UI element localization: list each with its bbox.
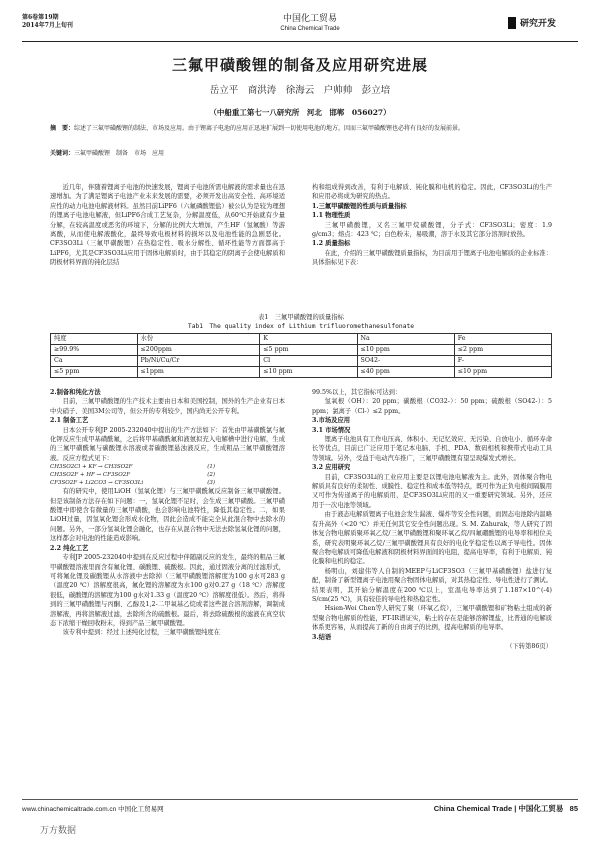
table-cell: 水份 <box>137 334 260 345</box>
table-cell: Cl <box>260 356 357 367</box>
section-name: 研究开发 <box>520 19 557 29</box>
applications-paragraph-4: Hsien-Wei Chen等人研究了聚（环氧乙烷），三氟甲磺酸锂和矿物粘土组成的新型聚合物电解质的性能，FT-IR谱证实，粘土的存在是能够溶解锂盐，比普通的电解质体系更容易，从而提高了新的自由离子的比例，提高电解质的电导率。 <box>312 605 552 632</box>
right-column-top <box>312 183 552 268</box>
equation-number: (2) <box>207 472 215 479</box>
section-block-icon <box>508 17 516 29</box>
table-row <box>51 334 552 345</box>
table-cell: ≤40 ppm <box>357 367 454 378</box>
purification-paragraph: 专利JP 2005-232040中提到在反应过程中伴随副反应的发生，最终的粗品三氟甲磺酸锂溶液里面含有氟化锂、碳酸锂、硫酸根。因此，通过固液分离的过滤形式，可将氟化锂及碳酸锂从水溶液中去除掉（三氟甲磺酸锂溶解度为100 g水可283 g（温度20 ℃）溶解度很高，氟化锂的溶解度为水100 g对0.27 g（18 ℃）溶解度很低，碳酸锂的溶解度为100 g水对1.33 g（温度20 ℃）溶解度很低）。然后，将得到的三氟甲磺酸锂与丙酮、乙醇及1,2-二甲氧基乙烷或者这些混合溶剂溶解，调制成溶解液，再将溶解液过滤，去除所含的硫酸根。最后，将去除硫酸根的滤液在真空状态下浓缩干燥回收粉末，得到产品三氟甲磺酸锂。 <box>50 554 285 627</box>
intro-continued: 构和组成得到改善，有利于电解质、钝化膜和电机的稳定。因此，CF3SO3Li的生产和应用必将成为研究的热点。 <box>312 184 552 201</box>
table-cell: ≤1ppm <box>137 367 260 378</box>
equation-number: (1) <box>207 464 215 471</box>
abstract-text: 综述了三氟甲磺酸锂的制法、市场及应用。由于锂离子电池的应用正迅速扩展到一切使用电池的地方，因而三氟甲磺酸锂也必将有良好的发展前景。 <box>74 125 465 132</box>
table-cell: ≤5 ppm <box>51 367 138 378</box>
heading-section-3: 3.市场及应用 <box>312 417 351 425</box>
table-row <box>51 345 552 356</box>
journal-name-cn: 中国化工贸易 <box>282 14 337 24</box>
keywords <box>50 149 550 158</box>
heading-section-2: 2.制备和纯化方法 <box>50 389 101 396</box>
page-footer <box>22 799 578 819</box>
heading-1-2: 1.2 质量指标 <box>312 240 351 248</box>
header-divider <box>22 41 578 42</box>
heading-conclusion: 3.结语 <box>312 633 332 641</box>
article-affiliation: （中船重工第七一八研究所 河北 邯郸 056027） <box>209 108 391 117</box>
table-cell: ≤2 ppm <box>454 345 551 356</box>
table-caption-en: Tab1 The quality index of Lithium trifluoromethanesulfonate <box>187 323 415 330</box>
footer-journal: China Chemical Trade | 中国化工贸易 <box>433 804 564 813</box>
footer-website: www.chinachemicaltrade.com.cn 中国化工贸易网 <box>22 806 164 813</box>
table-cell: ≤5 ppm <box>260 345 357 356</box>
table-row <box>51 367 552 378</box>
applications-paragraph-3: 杨明山，刘建伟等人自制的MEEP与LiCF3SO3（三氟甲基磺酸锂）盐进行复配，制备了新型锂离子电池用聚合物固体电解质，对其热稳定性、导电性进行了测试。结果表明，其开始分解温度在200 ℃以上，室温电导率达到了1.187×10^(-4) S/cm(25 ℃)，具有较佳的导电性和热稳定性。 <box>312 567 552 603</box>
table-row <box>51 356 552 367</box>
abstract-label: 摘 要： <box>50 125 75 132</box>
left-column-bottom <box>50 388 285 638</box>
physical-properties: 三氟甲磺酸锂，又名三氟甲烷磺酸锂，分子式：CF3SO3Li；密度：1.9 g/cm3；熔点：423 ℃；白色粉末，易吸潮，溶于水及其它部分溶剂时放热。 <box>312 221 552 239</box>
equation-2 <box>50 471 285 479</box>
table-cell: ≥99.9% <box>51 345 138 356</box>
right-column-bottom <box>312 388 552 651</box>
purity-paragraph: 该专利中提到：经过上述纯化过程，三氟甲磺酸锂纯度在 <box>62 629 221 637</box>
heading-section-1: 1.三氟甲磺酸锂的性质与质量指标 <box>312 202 407 210</box>
table-cell: 纯度 <box>51 334 138 345</box>
page-number: 85 <box>569 804 578 813</box>
continued-note: （下转第86页） <box>506 642 552 650</box>
table-cell: Fe <box>454 334 551 345</box>
table-cell: ≤10 ppm <box>260 367 357 378</box>
applications-paragraph: 目前，CF3SO3Li的工业应用主要是以锂电池电解液为主。此外，固体聚合物电解质具有良好的柔韧性、成膜性、稳定性和成本低等特点，既可作为正负电极间隔膜用又可作为传递离子的电解质用，是CF3SO3Li应用的又一重要研究领域。另外，还应用于一次电池等领域。 <box>312 473 552 509</box>
purity-continued: 99.5%以上，其它指标可达到： <box>312 389 402 396</box>
equation-3 <box>50 479 285 487</box>
prep-paragraph: 目前，三氟甲磺酸锂的生产技术主要由日本和美国控制，国外的生产企业有日本中央硝子、美国3M公司等，但公开的专利较少，国内尚无公开专利。 <box>50 398 285 415</box>
quality-intro: 在此，介绍的三氟甲磺酸锂质量指标，为目前用于锂离子电池电解质的企业标准：具体指标见下表： <box>312 249 552 267</box>
journal-name-en: China Chemical Trade <box>280 26 340 32</box>
abstract <box>50 124 550 133</box>
table-cell: ≤10 ppm <box>357 345 454 356</box>
market-paragraph: 锂离子电池具有工作电压高、体积小、无记忆效应、无污染、自放电小、循环寿命长等优点，目前已广泛应用于笔记本电脑、手机、PDA、数码相机和携带式电动工具等领域。另外，受益于电动汽车推广，三氟甲磺酸锂有望呈现爆发式增长。 <box>312 436 552 462</box>
heading-2-2: 2.2 纯化工艺 <box>50 544 89 552</box>
table-cell: SO42- <box>357 356 454 367</box>
section-label <box>508 16 556 29</box>
table-cell: Na <box>357 334 454 345</box>
table-cell: Ca <box>51 356 138 367</box>
journal-title <box>230 14 390 33</box>
keywords-text: 三氟甲磺酸锂 制备 市场 应用 <box>74 150 165 157</box>
issue-info <box>22 14 73 30</box>
keywords-label: 关键词： <box>50 150 75 157</box>
footer-right <box>434 803 578 814</box>
quality-table-block <box>50 313 552 378</box>
heading-1-1: 1.1 物理性质 <box>312 212 351 220</box>
left-column-top <box>50 183 285 268</box>
heading-3-2: 3.2 应用研究 <box>312 464 351 472</box>
equation-text: CF3SO2F + Li2CO3 → CF3SO3Li <box>50 480 144 487</box>
equation-number: (3) <box>207 480 215 487</box>
intro-paragraph: 近几年，伴随着锂离子电池的快速发展，锂离子电池所需电解液的需求量也在迅速增加。为了满足锂离子电池产业未来发展的需要，必须开发出高安全性、高环境适应性的动力电池电解液材料。虽然目前LiPF6（六氟磷酸锂盐）被公认为是较为理想的锂离子电池电解液，但LiPF6合成工艺复杂，分解温度低，从60℃开始就有少量分解，在较高温度或恶劣的环境下，分解的比例大大增加，产生HF（氢氟酸）等游离酸，从而使电解液酸化，最终导致电极材料的损坏以及电池性能的急剧恶化。CF3SO3Li（三氟甲磺酸锂）在热稳定性、吸水分解性、循环性能等方面都高于LiPF6，尤其是CF3SO3Li应用于固体电解质时，由于其稳定的阴离子会使电解质和阴极材料界面的钝化层结 <box>50 184 285 267</box>
equation-1 <box>50 463 285 471</box>
issue-line-1: 第6卷第19期 <box>22 14 59 21</box>
heading-2-1: 2.1 制备工艺 <box>50 417 89 425</box>
heading-3-1: 3.1 市场情况 <box>312 426 351 434</box>
issue-line-2: 2014年7月上旬刊 <box>22 22 73 29</box>
equation-text: CH3SO2F + HF → CF3SO2F <box>50 472 131 479</box>
table-cell: K <box>260 334 357 345</box>
process-paragraph: 日本公开专利JP 2005-232040中提出的生产方法如下：首先由甲基磺酰氯与氟化钾反应生成甲基磺酰氟，之后将甲基磺酰氟和液氨拟充入电解槽中进行电解，生成的三氟甲磺酰氟与碳酸锂水溶液或者碳酸锂悬浊液反应，生成粗品三氟甲磺酸锂溶液。反应方程式见下： <box>50 426 285 462</box>
table-cell: F- <box>454 356 551 367</box>
watermark-text: 万方数据 <box>40 826 77 836</box>
lioh-paragraph: 有的研究中，使用LiOH（氢氧化锂）与三氟甲磺酰氟反应制备三氟甲磺酸锂。但是该制备方法存在如下问题：一，氢氧化锂不足时，会生成三氟甲磺酸。三氟甲磺酸锂中即使含有微量的三氟甲磺酸，也会影响电池特性，降低其稳定性。二，如果LiOH过量，因氢氧化锂会形成水化物，因此会造成不能完全从此混合物中去除水的问题。另外，一部分氢氧化锂会融化，也存在从混合物中无法去除氢氧化锂的问题，这样都会对电池的性能造成影响。 <box>50 488 285 543</box>
applications-paragraph-2: 由于液态电解质锂离子电池会发生漏液、爆炸等安全性问题，而固态电池除内温略有升高外（<20 ℃）并无任何其它安全性问题出现。S. M. Zahurak，等人研究了固体复合物电解质聚环氧乙烷/三氟甲磺酸锂和聚环氧乙烷/四氟硼酸锂的电导率和相位关系，研究表明聚环氧乙烷/三氟甲磺酸锂具有良好的电化学稳定性以离子导电性。因体聚合物电解质可降低电解液和阴极材料界面间的电阻，提高电导率，有利于电解质、钝化膜和电机的稳定。 <box>312 511 552 566</box>
page-header <box>0 14 600 44</box>
quality-table <box>50 333 552 378</box>
article-title: 三氟甲磺酸锂的制备及应用研究进展 <box>171 56 428 74</box>
table-cell: ≤200ppm <box>137 345 260 356</box>
article-authors: 岳立平 商洪涛 徐海云 户帅帅 彭立培 <box>209 85 391 96</box>
table-caption-cn: 表1 三氟甲磺酸锂的质量指标 <box>258 314 344 321</box>
table-cell: Pb/Ni/Cu/Cr <box>137 356 260 367</box>
equation-text: CH3SO2Cl + KF → CH3SO2F <box>50 464 133 471</box>
table-cell: ≤10 ppm <box>454 367 551 378</box>
ion-specs: 氢氧根（OH）：20 ppm；碳酸根（CO32-）：50 ppm；硫酸根（SO42-）：5 ppm；氯离子（Cl-）≤2 ppm。 <box>312 398 552 415</box>
